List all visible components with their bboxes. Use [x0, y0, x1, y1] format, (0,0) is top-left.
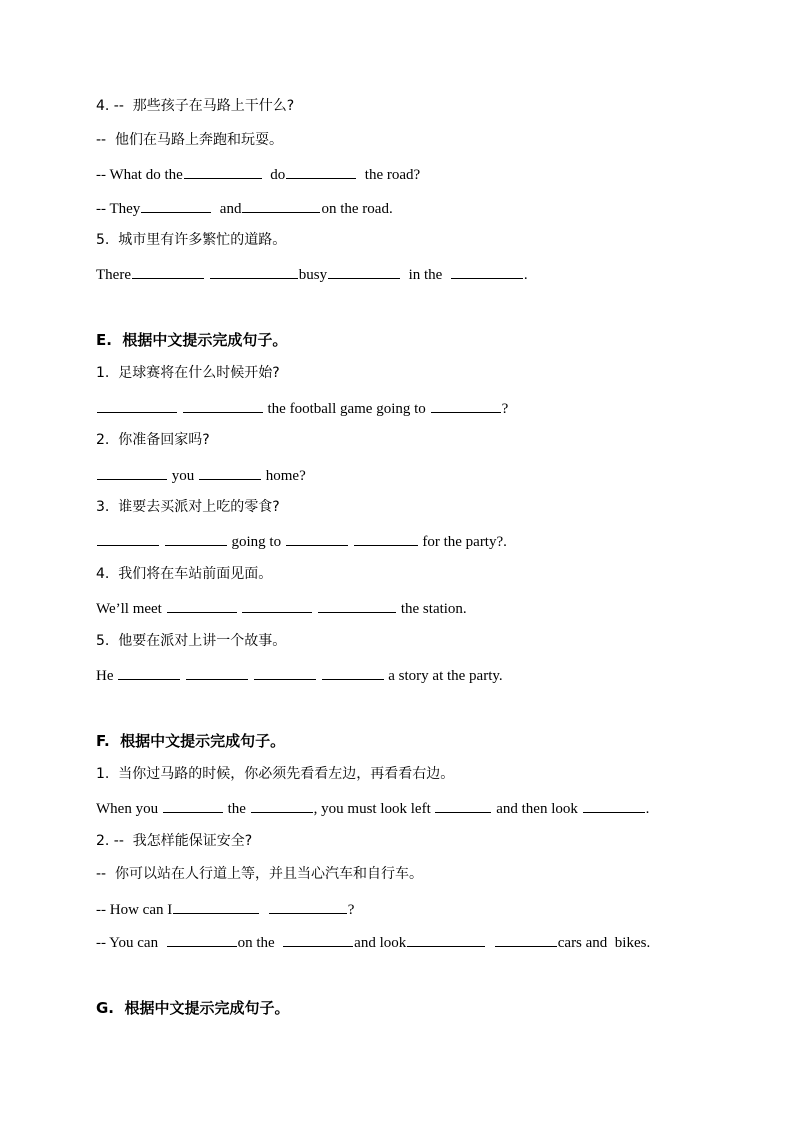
- text-fragment: -- You can: [96, 935, 159, 951]
- text-fragment: .: [523, 267, 528, 283]
- d5-english: [96, 263, 528, 285]
- answer-blank[interactable]: [163, 797, 223, 813]
- text-fragment: home?: [265, 468, 306, 484]
- answer-blank[interactable]: [173, 898, 259, 914]
- answer-blank[interactable]: [141, 197, 211, 213]
- text-fragment: on the road.: [321, 201, 393, 217]
- answer-blank[interactable]: [210, 263, 298, 279]
- text-fragment: you: [171, 468, 195, 484]
- e3-english: [96, 530, 507, 552]
- answer-blank[interactable]: [97, 530, 159, 546]
- text-fragment: .: [645, 801, 650, 817]
- e5-chinese: 5. 他要在派对上讲一个故事。: [96, 633, 287, 649]
- text-fragment: -- They: [96, 201, 141, 217]
- text-fragment: and: [219, 201, 242, 217]
- e3-chinese: 3. 谁要去买派对上吃的零食?: [96, 499, 280, 515]
- answer-blank[interactable]: [242, 197, 320, 213]
- answer-blank[interactable]: [435, 797, 491, 813]
- text-fragment: and look: [354, 935, 407, 951]
- d5-chinese: 5. 城市里有许多繁忙的道路。: [96, 232, 287, 248]
- answer-blank[interactable]: [318, 597, 396, 613]
- text-fragment: going to: [231, 534, 282, 550]
- answer-blank[interactable]: [286, 530, 348, 546]
- f2-english-question: [96, 898, 354, 920]
- d4-chinese-question: 4. -- 那些孩子在马路上干什么?: [96, 98, 295, 114]
- answer-blank[interactable]: [583, 797, 645, 813]
- answer-blank[interactable]: [269, 898, 347, 914]
- text-fragment: a story at the party.: [388, 668, 503, 684]
- answer-blank[interactable]: [242, 597, 312, 613]
- answer-blank[interactable]: [451, 263, 523, 279]
- answer-blank[interactable]: [495, 931, 557, 947]
- d4-english-question: [96, 163, 420, 185]
- text-fragment: do: [270, 167, 286, 183]
- answer-blank[interactable]: [97, 397, 177, 413]
- f2-chinese-question: 2. -- 我怎样能保证安全?: [96, 833, 253, 849]
- text-fragment: -- What do the: [96, 167, 183, 183]
- text-fragment: , you must look left: [313, 801, 431, 817]
- answer-blank[interactable]: [283, 931, 353, 947]
- answer-blank[interactable]: [167, 931, 237, 947]
- text-fragment: -- How can I: [96, 902, 173, 918]
- section-f-heading: F. 根据中文提示完成句子。: [96, 732, 286, 750]
- answer-blank[interactable]: [199, 464, 261, 480]
- text-fragment: for the party?.: [422, 534, 507, 550]
- answer-blank[interactable]: [184, 163, 262, 179]
- answer-blank[interactable]: [118, 664, 180, 680]
- text-fragment: the station.: [400, 601, 467, 617]
- text-fragment: and then look: [496, 801, 578, 817]
- answer-blank[interactable]: [167, 597, 237, 613]
- section-e-heading: E. 根据中文提示完成句子。: [96, 331, 288, 349]
- text-fragment: cars and bikes.: [557, 935, 651, 951]
- answer-blank[interactable]: [322, 664, 384, 680]
- e4-english: [96, 597, 467, 619]
- d4-chinese-answer: -- 他们在马路上奔跑和玩耍。: [96, 132, 284, 148]
- e5-english: [96, 664, 503, 686]
- answer-blank[interactable]: [328, 263, 400, 279]
- answer-blank[interactable]: [251, 797, 313, 813]
- answer-blank[interactable]: [183, 397, 263, 413]
- answer-blank[interactable]: [186, 664, 248, 680]
- text-fragment: the football game going to: [267, 401, 426, 417]
- text-fragment: in the: [408, 267, 443, 283]
- answer-blank[interactable]: [286, 163, 356, 179]
- f2-chinese-answer: -- 你可以站在人行道上等，并且当心汽车和自行车。: [96, 866, 424, 882]
- text-fragment: busy: [298, 267, 328, 283]
- f1-english: [96, 797, 649, 819]
- answer-blank[interactable]: [132, 263, 204, 279]
- e2-english: [96, 464, 306, 486]
- d4-english-answer: [96, 197, 393, 219]
- section-g-heading: G. 根据中文提示完成句子。: [96, 999, 290, 1017]
- text-fragment: ?: [347, 902, 355, 918]
- answer-blank[interactable]: [165, 530, 227, 546]
- answer-blank[interactable]: [407, 931, 485, 947]
- text-fragment: ?: [501, 401, 509, 417]
- text-fragment: He: [96, 668, 114, 684]
- answer-blank[interactable]: [254, 664, 316, 680]
- e4-chinese: 4. 我们将在车站前面见面。: [96, 566, 273, 582]
- text-fragment: on the: [237, 935, 275, 951]
- e2-chinese: 2. 你准备回家吗?: [96, 432, 210, 448]
- e1-english: [96, 397, 508, 419]
- text-fragment: We’ll meet: [96, 601, 162, 617]
- answer-blank[interactable]: [97, 464, 167, 480]
- text-fragment: the road?: [364, 167, 421, 183]
- f2-english-answer: [96, 931, 650, 953]
- e1-chinese: 1. 足球赛将在什么时候开始?: [96, 365, 280, 381]
- text-fragment: There: [96, 267, 131, 283]
- text-fragment: When you: [96, 801, 159, 817]
- answer-blank[interactable]: [354, 530, 418, 546]
- f1-chinese: 1. 当你过马路的时候，你必须先看看左边，再看看右边。: [96, 766, 455, 782]
- answer-blank[interactable]: [431, 397, 501, 413]
- text-fragment: the: [227, 801, 246, 817]
